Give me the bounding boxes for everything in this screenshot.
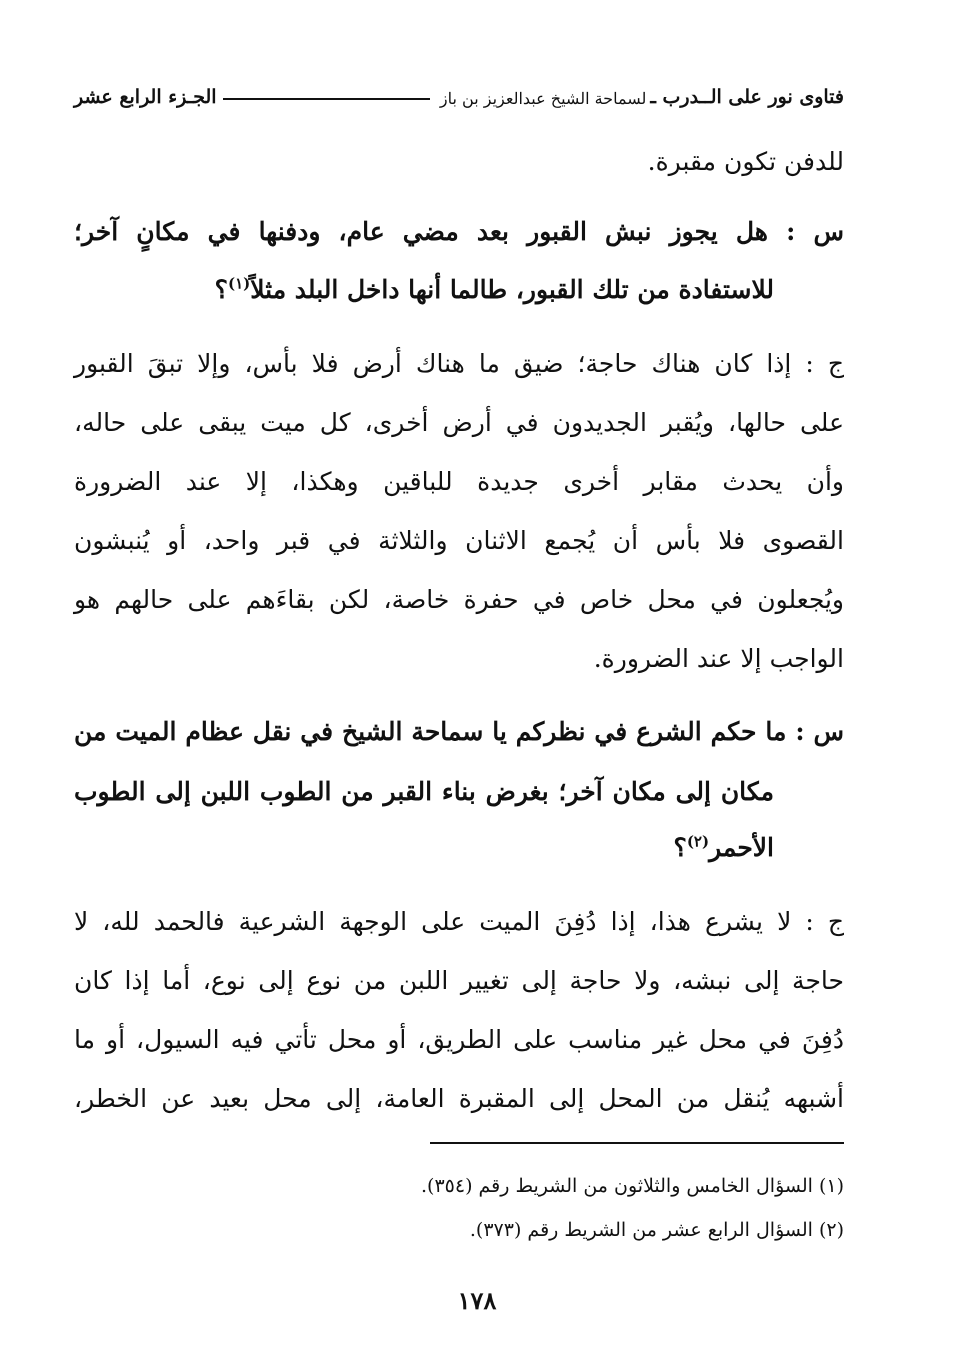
author-name: لسماحة الشيخ عبدالعزيز بن باز [439,89,647,108]
answer-line: دُفِنَ في محل غير مناسب على الطريق، أو محل تأتي فيه السيول، أو ما [74,1025,844,1054]
footnote: (٢) السؤال الرابع عشر من الشريط رقم (٣٧٣). [469,1219,844,1241]
answer-line: الواجب إلا عند الضرورة. [593,644,844,673]
answer-line: حاجة إلى نبشه، ولا حاجة إلى تغيير اللبن من نوع إلى نوع، أما إذا كان [74,966,844,995]
question-line: مكان إلى مكان آخر؛ بغرض بناء القبر من الطوب اللبن إلى الطوب [74,777,774,806]
footnote-separator [430,1142,844,1144]
page-number: ١٧٨ [457,1286,497,1315]
footnote-ref: (٢) [686,832,710,851]
question-line [674,830,774,866]
question-text: للاستفادة من تلك القبور، طالما أنها داخل البلد مثلاً [250,275,774,304]
answer-line: ج : لا يشرع هذا، إذا دُفِنَ الميت على الوجهة الشرعية فالحمد لله، لا [74,907,844,936]
footnote-ref: (١) [227,274,251,293]
question-line [215,272,774,308]
footnote: (١) السؤال الخامس والثلاثون من الشريط رقم (٣٥٤). [421,1175,844,1197]
running-header [74,78,844,108]
book-title: فتاوى نور على الــدرب ـ [650,86,844,108]
answer-line: ج : إذا كان هناك حاجة؛ ضيق ما هناك أرض فلا بأس، وإلا تبقَ القبور [74,349,844,378]
answer-line: وأن يحدث مقابر أخرى جديدة للباقين وهكذا، إلا عند الضرورة [74,467,844,496]
question-mark: ؟ [214,275,228,304]
question-line: س : ما حكم الشرع في نظركم يا سماحة الشيخ في نقل عظام الميت من [74,717,844,746]
answer-line: القصوى فلا بأس أن يُجمع الاثنان والثلاثة في قبر واحد، أو يُنبشون [74,526,844,555]
question-line: س : هل يجوز نبش القبور بعد مضي عام، ودفنها في مكانٍ آخر؛ [74,217,844,246]
question-mark: ؟ [673,833,687,862]
header-rule [223,98,430,100]
question-text: الأحمر [709,833,774,862]
answer-line: على حالها، ويُقبر الجديدون في أرض أخرى، كل ميت يبقى على حاله، [74,408,844,437]
text-line: للدفن تكون مقبرة. [647,147,844,176]
answer-line: أشبهه يُنقل من المحل إلى المقبرة العامة، إلى محل بعيد عن الخطر، [74,1084,844,1113]
volume-label: الجـزء الرابع عشر [74,86,217,108]
answer-line: ويُجعلون في محل خاص في حفرة خاصة، لكن بقاءَهم على حالهم هو [74,585,844,614]
